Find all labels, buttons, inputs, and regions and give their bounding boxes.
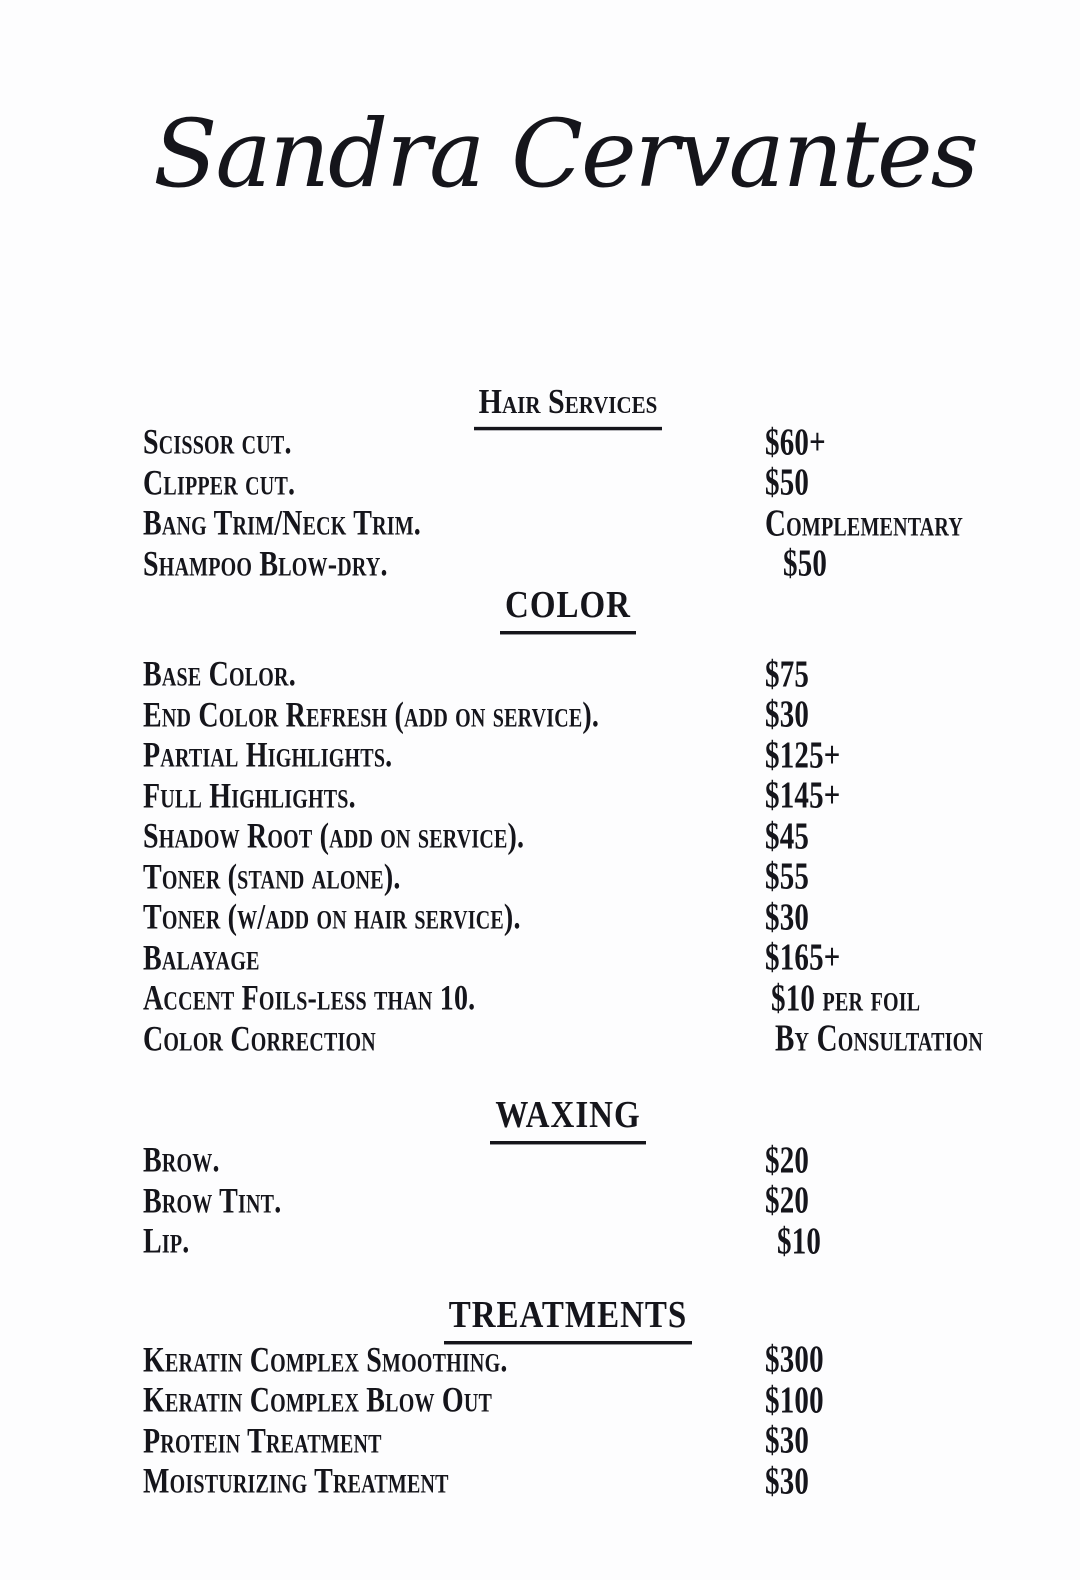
- menu-item-row: [0, 1182, 1080, 1223]
- section-heading-text: Hair Services: [474, 380, 663, 431]
- service-price: $10 per foil: [771, 977, 921, 1020]
- service-price: Complementary: [765, 502, 964, 545]
- menu-item-row: [0, 545, 1080, 586]
- section-heading-text: TREATMENTS: [444, 1291, 693, 1344]
- service-name: Shampoo Blow-dry.: [143, 543, 388, 585]
- service-name: Balayage: [143, 937, 260, 979]
- menu-item-row: [0, 1422, 1080, 1463]
- services-menu: [0, 383, 1080, 1503]
- service-price: $75: [765, 653, 810, 696]
- service-price: $50: [765, 462, 810, 504]
- service-name: End Color Refresh (add on service).: [143, 694, 600, 736]
- section-color: [0, 585, 1080, 1060]
- service-price: $20: [765, 1139, 810, 1182]
- service-price: $165+: [765, 937, 841, 979]
- service-price: $45: [765, 815, 810, 858]
- service-name: Base Color.: [143, 654, 296, 695]
- menu-item-row: [0, 1381, 1080, 1422]
- service-name: Keratin Complex Blow Out: [143, 1380, 493, 1421]
- service-price: $30: [765, 1460, 810, 1503]
- menu-item-row: [0, 1141, 1080, 1182]
- service-price: $10: [777, 1220, 822, 1263]
- menu-item-row: [0, 423, 1080, 464]
- menu-item-row: [0, 1341, 1080, 1382]
- menu-item-row: [0, 817, 1080, 858]
- section-heading-color: [0, 585, 1080, 627]
- service-price: $30: [765, 1420, 810, 1462]
- section-heading-waxing: [0, 1095, 1080, 1137]
- service-price: $125+: [765, 734, 841, 777]
- service-price: $55: [765, 856, 810, 898]
- service-name: Brow.: [143, 1140, 220, 1181]
- section-waxing: [0, 1095, 1080, 1263]
- service-price: $60+: [765, 421, 826, 464]
- salon-name-title: Sandra Cervantes: [153, 100, 977, 209]
- menu-item-row: [0, 1222, 1080, 1263]
- menu-item-row: [0, 504, 1080, 545]
- menu-item-row: [0, 1462, 1080, 1503]
- service-name: Shadow Root (add on service).: [143, 816, 525, 857]
- service-name: Keratin Complex Smoothing.: [143, 1339, 508, 1381]
- menu-item-row: [0, 655, 1080, 696]
- service-price: By Consultation: [775, 1018, 983, 1060]
- service-name: Brow Tint.: [143, 1180, 282, 1222]
- section-heading-treatments: [0, 1295, 1080, 1337]
- service-price: $100: [765, 1379, 824, 1422]
- service-name: Bang Trim/Neck Trim.: [143, 503, 422, 544]
- service-name: Toner (stand alone).: [143, 856, 401, 898]
- service-name: Moisturizing Treatment: [143, 1461, 449, 1502]
- section-heading-hair-services: [0, 383, 1080, 423]
- section-heading-text: WAXING: [490, 1092, 645, 1145]
- section-treatments: [0, 1295, 1080, 1503]
- service-name: Clipper cut.: [143, 462, 296, 504]
- menu-item-row: [0, 858, 1080, 899]
- service-price: $50: [783, 543, 828, 585]
- menu-item-row: [0, 777, 1080, 818]
- service-name: Partial Highlights.: [143, 735, 393, 776]
- service-price: $30: [765, 694, 810, 736]
- service-name: Scissor cut.: [143, 422, 292, 463]
- service-price: $20: [765, 1180, 810, 1222]
- menu-item-row: [0, 898, 1080, 939]
- menu-item-row: [0, 1020, 1080, 1061]
- service-name: Color Correction: [143, 1018, 376, 1060]
- service-price: $30: [765, 896, 810, 939]
- service-name: Full Highlights.: [143, 775, 356, 817]
- service-price: $300: [765, 1339, 824, 1381]
- service-name: Lip.: [143, 1221, 190, 1262]
- menu-item-row: [0, 736, 1080, 777]
- menu-item-row: [0, 939, 1080, 980]
- section-heading-text: COLOR: [500, 582, 636, 635]
- menu-item-row: [0, 464, 1080, 505]
- service-price: $145+: [765, 775, 841, 817]
- menu-item-row: [0, 979, 1080, 1020]
- service-name: Toner (w/add on hair service).: [143, 897, 521, 938]
- section-hair-services: [0, 383, 1080, 585]
- menu-item-row: [0, 696, 1080, 737]
- service-name: Protein Treatment: [143, 1420, 382, 1462]
- service-name: Accent Foils-less than 10.: [143, 978, 476, 1019]
